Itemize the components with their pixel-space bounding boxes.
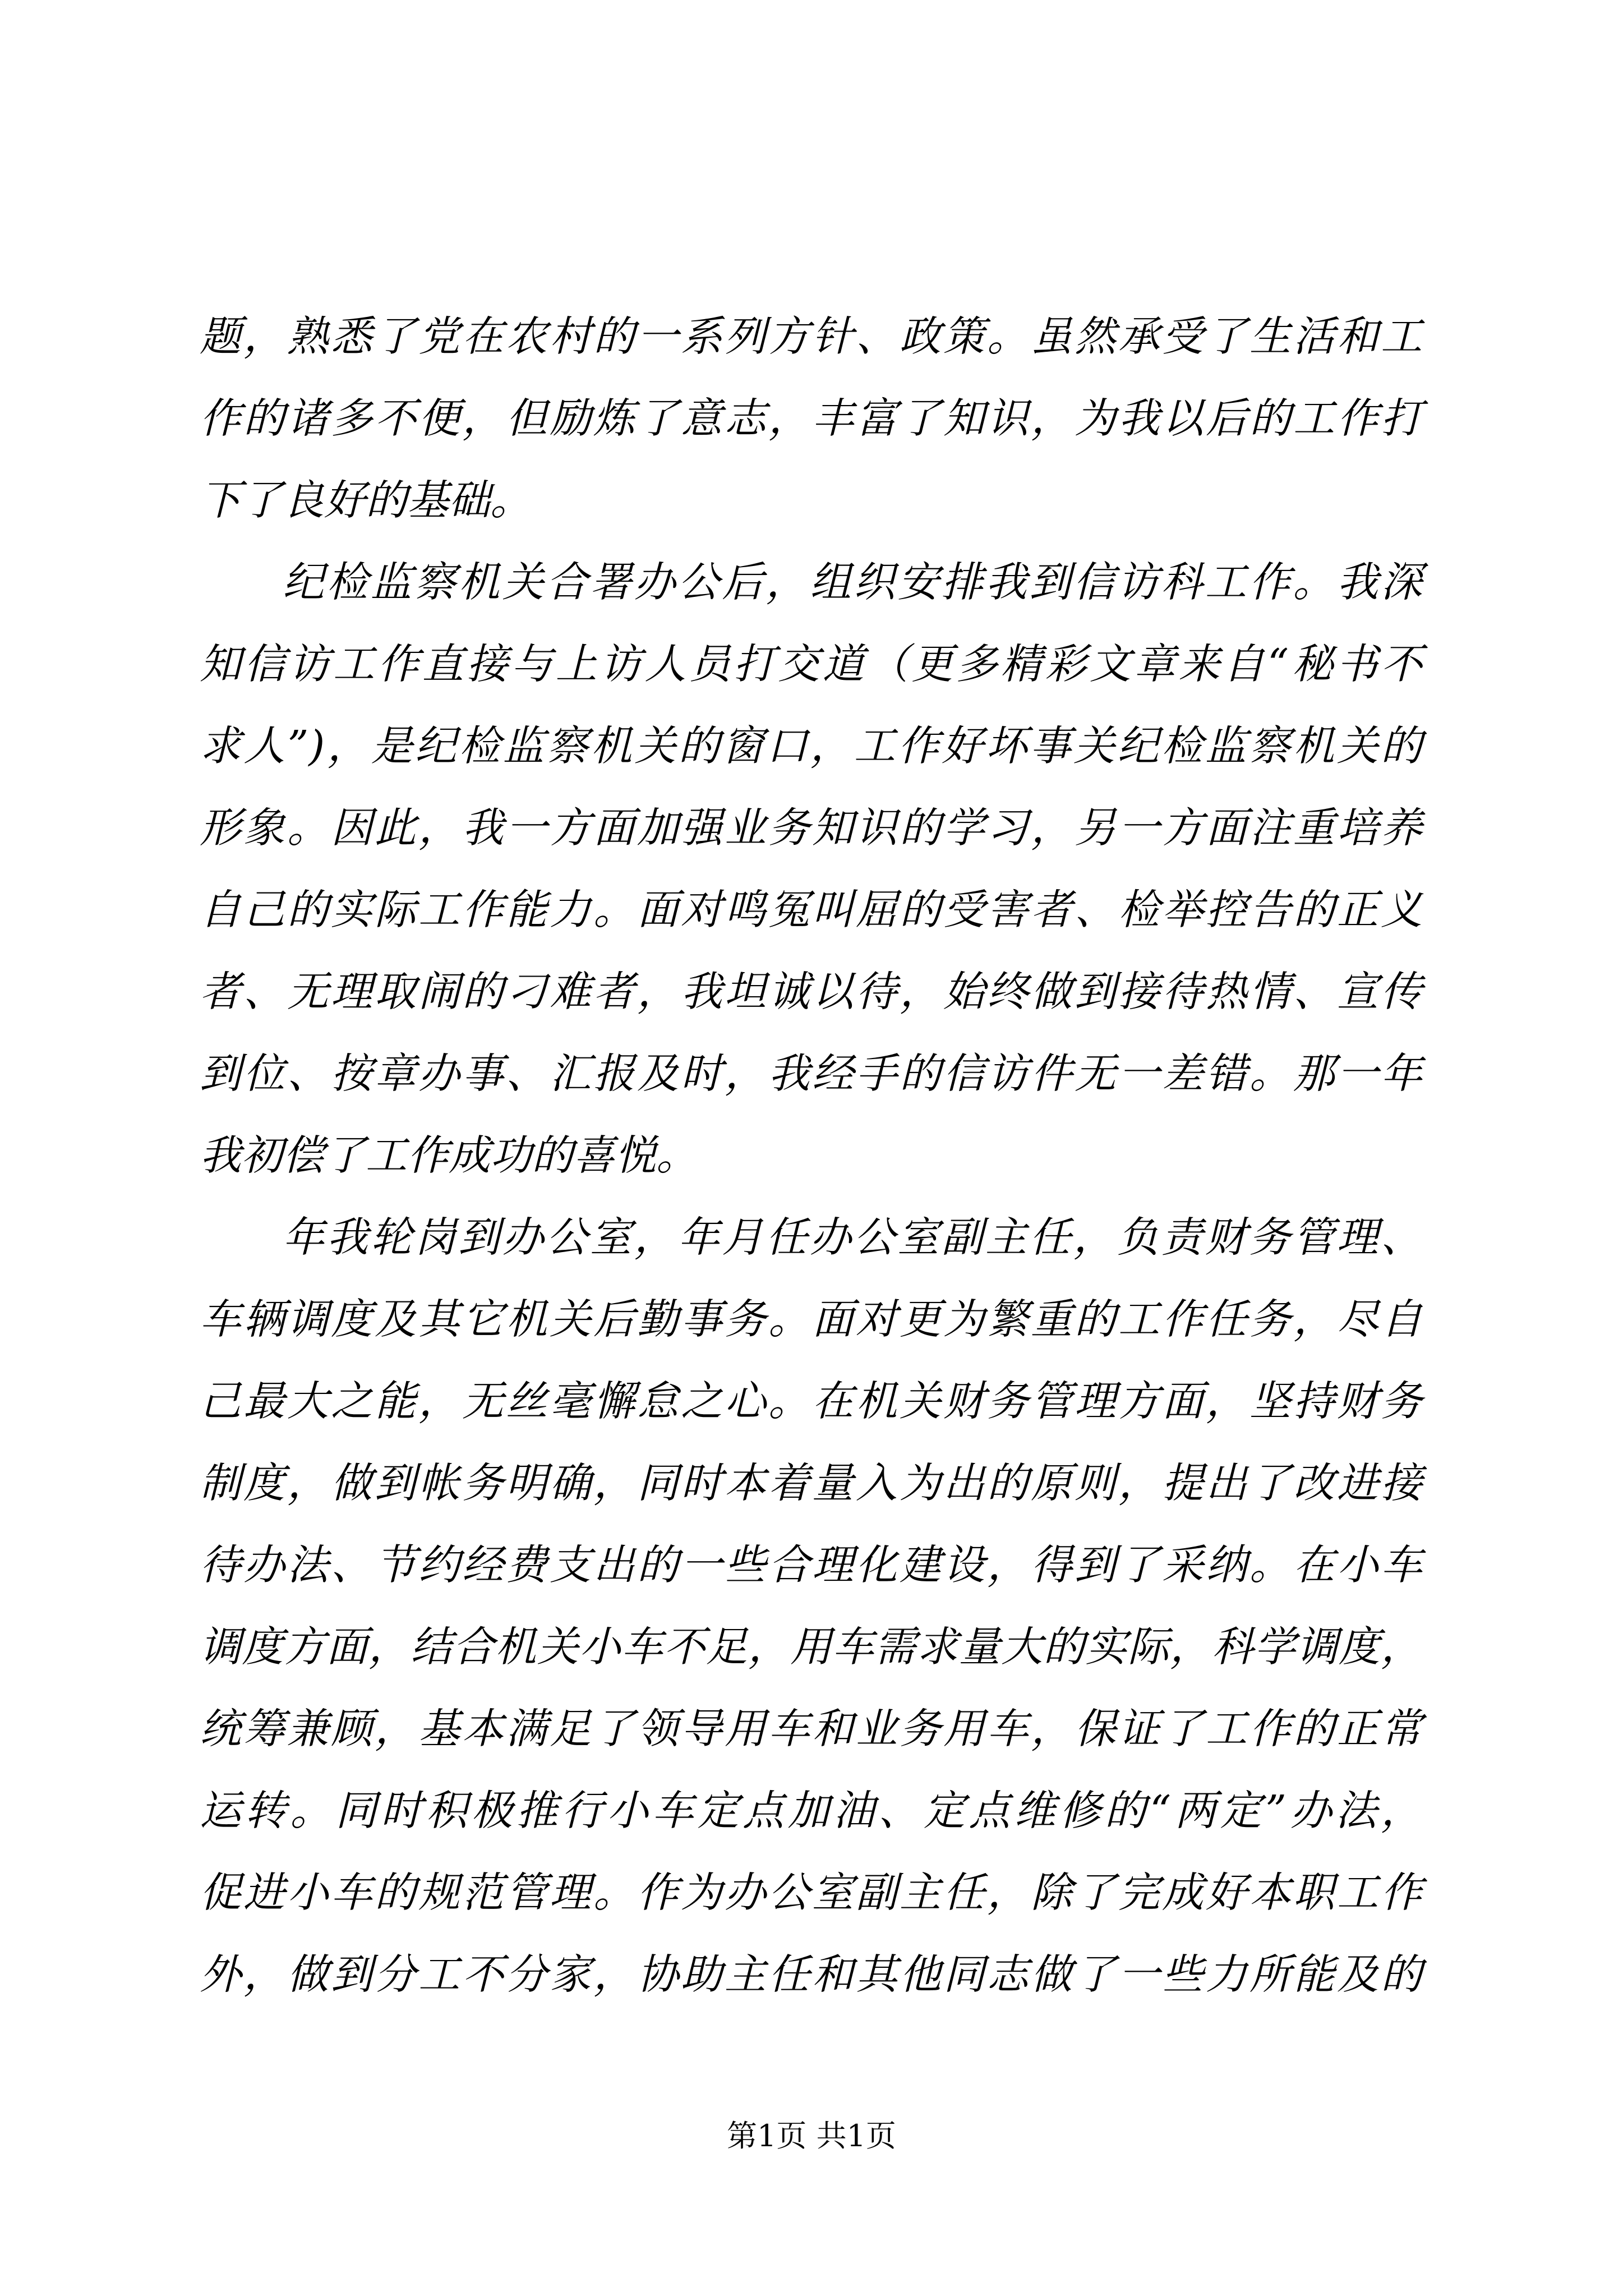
text-line: 年我轮岗到办公室，年月任办公室副主任，负责财务管理、 (283, 1213, 1422, 1262)
text-line: 到位、按章办事、汇报及时，我经手的信访件无一差错。那一年 (200, 1050, 1422, 1098)
text-line: 自己的实际工作能力。面对鸣冤叫屈的受害者、检举控告的正义 (200, 886, 1422, 934)
text-line: 统筹兼顾，基本满足了领导用车和业务用车，保证了工作的正常 (200, 1705, 1422, 1753)
text-line: 调度方面，结合机关小车不足，用车需求量大的实际，科学调度， (200, 1623, 1422, 1671)
document-body (200, 296, 1422, 2016)
text-line: 促进小车的规范管理。作为办公室副主任，除了完成好本职工作 (200, 1869, 1422, 1917)
page-number-footer: 第1页 共1页 (727, 2118, 896, 2154)
text-line: 者、无理取闹的刁难者，我坦诚以待，始终做到接待热情、宣传 (200, 968, 1422, 1016)
text-line: 知信访工作直接与上访人员打交道（更多精彩文章来自“秘书不 (200, 640, 1422, 688)
text-line: 纪检监察机关合署办公后，组织安排我到信访科工作。我深 (283, 558, 1422, 606)
text-line: 外，做到分工不分家，协助主任和其他同志做了一些力所能及的 (200, 1950, 1422, 1999)
text-line: 作的诸多不便，但励炼了意志，丰富了知识，为我以后的工作打 (200, 394, 1422, 443)
text-line: 车辆调度及其它机关后勤事务。面对更为繁重的工作任务，尽自 (200, 1295, 1422, 1343)
text-line: 形象。因此，我一方面加强业务知识的学习，另一方面注重培养 (200, 804, 1422, 852)
text-line: 运转。同时积极推行小车定点加油、定点维修的“两定”办法， (200, 1787, 1422, 1835)
text-line: 题，熟悉了党在农村的一系列方针、政策。虽然承受了生活和工 (200, 312, 1422, 361)
text-line: 待办法、节约经费支出的一些合理化建设，得到了采纳。在小车 (200, 1541, 1422, 1589)
text-line: 我初偿了工作成功的喜悦。 (200, 1131, 698, 1180)
text-line: 下了良好的基础。 (200, 476, 532, 524)
text-line: 制度，做到帐务明确，同时本着量入为出的原则，提出了改进接 (200, 1459, 1422, 1507)
text-line: 己最大之能，无丝毫懈怠之心。在机关财务管理方面，坚持财务 (200, 1377, 1422, 1425)
text-line: 求人”)，是纪检监察机关的窗口，工作好坏事关纪检监察机关的 (200, 722, 1422, 770)
